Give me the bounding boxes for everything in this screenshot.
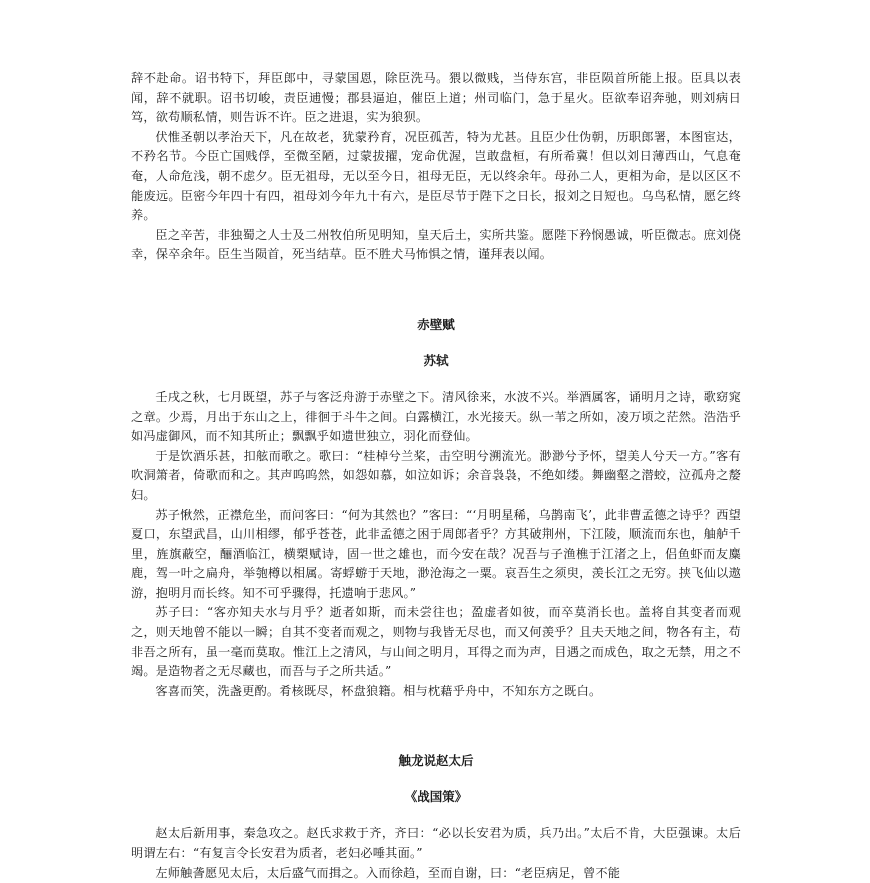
- section-chulong: [131, 751, 741, 883]
- section-title: 触龙说赵太后: [398, 753, 474, 769]
- section-author: 苏轼: [423, 352, 449, 368]
- section-chibifu: [131, 315, 741, 702]
- paragraph: 赵太后新用事，秦急攻之。赵氏求救于齐，齐曰：“必以长安君为质，兵乃出。”太后不肯，大臣强谏。太后明谓左右：“有复言令长安君为质者，老妇必唾其面。”: [131, 826, 741, 861]
- paragraph: 于是饮酒乐甚，扣舷而歌之。歌曰：“桂棹兮兰桨，击空明兮溯流光。渺渺兮予怀，望美人兮天一方。”客有吹洞箫者，倚歌而和之。其声呜呜然，如怨如慕，如泣如诉；余音袅袅，不绝如缕。舞幽壑之潜蛟，泣孤舟之嫠妇。: [131, 448, 741, 502]
- section-title: 赤壁赋: [417, 316, 455, 332]
- paragraph: 左师触詟愿见太后，太后盛气而揖之。入而徐趋，至而自谢，曰：“老臣病足，曾不能: [155, 865, 621, 880]
- title-spacer: [131, 770, 741, 787]
- paragraph: 臣之辛苦，非独蜀之人士及二州牧伯所见明知，皇天后土，实所共鉴。愿陛下矜悯愚诚，听臣微志。庶刘侥幸，保卒余年。臣生当陨首，死当结草。臣不胜犬马怖惧之情，谨拜表以闻。: [131, 227, 741, 262]
- paragraph: 苏子愀然，正襟危坐，而问客曰：“何为其然也？”客曰：“‘月明星稀，乌鹊南飞’，此非曹孟德之诗乎？西望夏口，东望武昌，山川相缪，郁乎苍苍，此非孟德之困于周郎者乎？方其破荆州，下江陵，顺流而东也，舳舻千里，旌旗蔽空，酾酒临江，横槊赋诗，固一世之雄也，而今安在哉？况吾与子渔樵于江渚之上，侣鱼虾而友麋鹿，驾一叶之扁舟，举匏樽以相属。寄蜉蝣于天地，渺沧海之一粟。哀吾生之须臾，羡长江之无穷。挟飞仙以遨游，抱明月而长终。知不可乎骤得，托遗响于悲风。”: [131, 507, 741, 600]
- author-spacer: [131, 806, 741, 824]
- paragraph: 壬戌之秋，七月既望，苏子与客泛舟游于赤壁之下。清风徐来，水波不兴。举酒属客，诵明月之诗，歌窈窕之章。少焉，月出于东山之上，徘徊于斗牛之间。白露横江，水光接天。纵一苇之所如，凌万顷之茫然。浩浩乎如冯虚御风，而不知其所止；飘飘乎如遗世独立，羽化而登仙。: [131, 389, 741, 444]
- author-spacer: [131, 370, 741, 388]
- paragraph: 伏惟圣朝以孝治天下，凡在故老，犹蒙矜育，况臣孤苦，特为尤甚。且臣少仕伪朝，历职郎署，本图宦达，不矜名节。今臣亡国贱俘，至微至陋，过蒙拔擢，宠命优渥，岂敢盘桓，有所希冀！但以刘日薄西山，气息奄奄，人命危浅，朝不虑夕。臣无祖母，无以至今日，祖母无臣，无以终余年。母孙二人，更相为命，是以区区不能废远。臣密今年四十有四，祖母刘今年九十有六，是臣尽节于陛下之日长，报刘之日短也。乌鸟私情，愿乞终养。: [131, 129, 741, 223]
- paragraph: 客喜而笑，洗盏更酌。肴核既尽，杯盘狼籍。相与枕藉乎舟中，不知东方之既白。: [155, 683, 602, 698]
- title-spacer: [131, 334, 741, 351]
- paragraph: 辞不赴命。诏书特下，拜臣郎中，寻蒙国恩，除臣洗马。猥以微贱，当侍东宫，非臣陨首所能上报。臣具以表闻，辞不就职。诏书切峻，责臣逋慢；郡县逼迫，催臣上道；州司临门，急于星火。臣欲奉诏奔驰，则刘病日笃，欲苟顺私情，则告诉不许。臣之进退，实为狼狈。: [131, 71, 741, 125]
- section-author: 《战国策》: [404, 789, 468, 805]
- section-spacer: [131, 265, 741, 315]
- section-chenqingbiao-continuation: [131, 69, 741, 265]
- document-page: [131, 69, 741, 883]
- paragraph: 苏子曰：“客亦知夫水与月乎？逝者如斯，而未尝往也；盈虚者如彼，而卒莫消长也。盖将自其变者而观之，则天地曾不能以一瞬；自其不变者而观之，则物与我皆无尽也，而又何羡乎？且夫天地之间，物各有主，苟非吾之所有，虽一毫而莫取。惟江上之清风，与山间之明月，耳得之而为声，目遇之而成色，取之无禁，用之不竭。是造物者之无尽藏也，而吾与子之所共适。”: [131, 605, 741, 679]
- section-spacer: [131, 701, 741, 751]
